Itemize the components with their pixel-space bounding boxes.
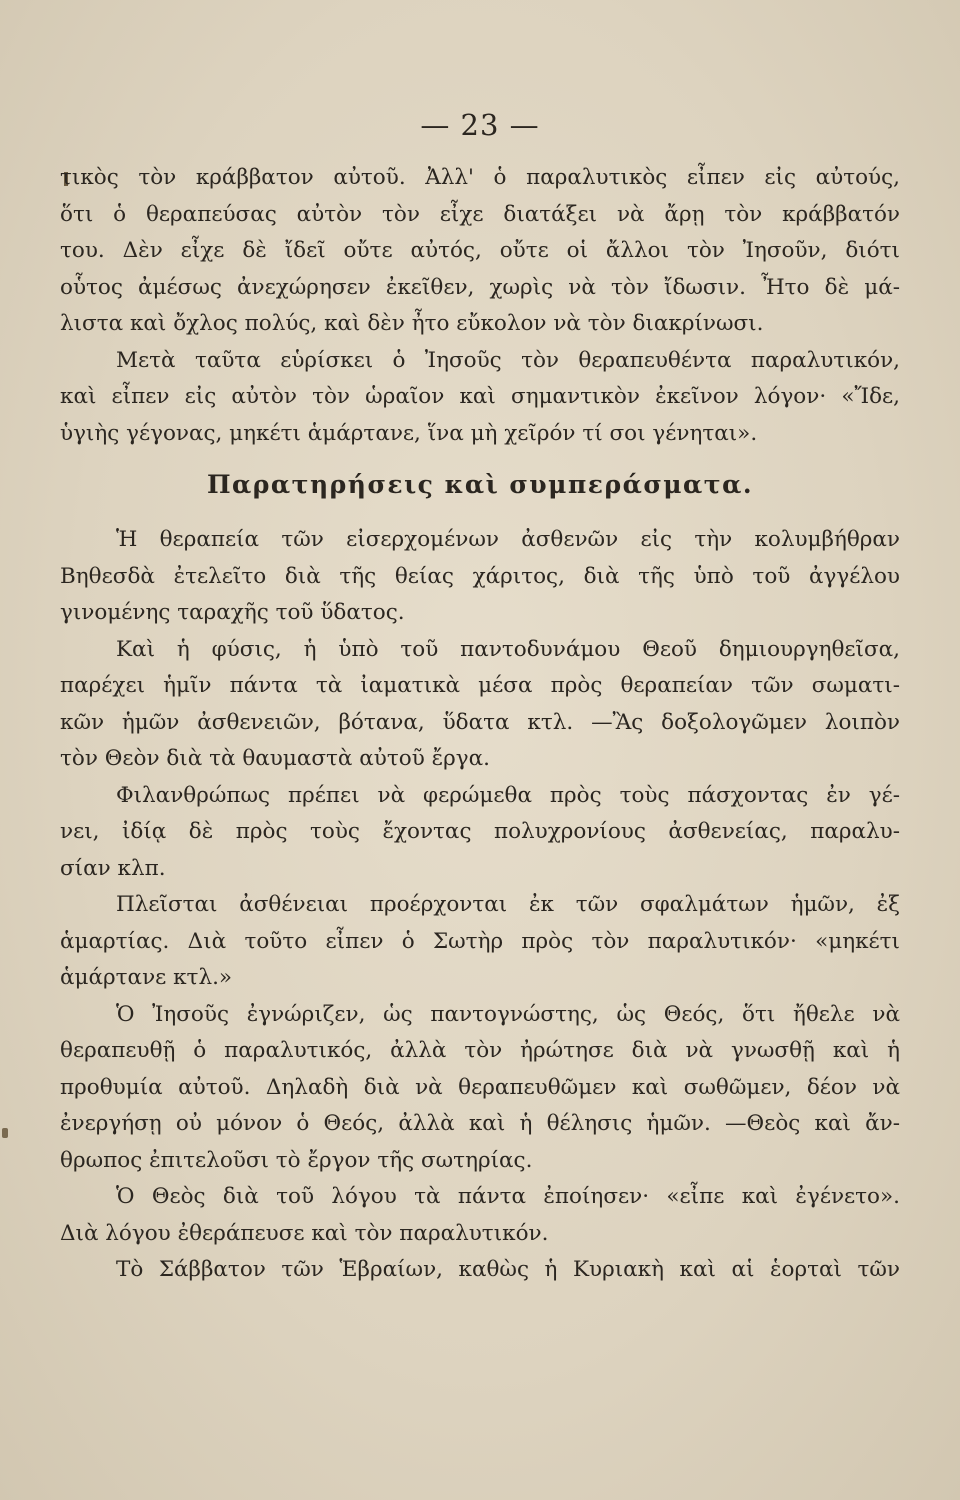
text-line: Ὁ Ἰησοῦς ἐγνώριζεν, ὡς παντογνώστης, ὡς Θεός, ὅτι ἤθελε νὰ (116, 1001, 900, 1027)
text-line: ὑγιὴς γέγονας, μηκέτι ἁμάρτανε, ἵνα μὴ χεῖρόν τί σοι γένηται». (60, 420, 758, 446)
text-line: ὅτι ὁ θεραπεύσας αὐτὸν τὸν εἶχε διατάξει νὰ ἄρῃ τὸν κράββατόν (60, 201, 900, 227)
paper-speck (2, 1128, 8, 1138)
text-line: Βηθεσδὰ ἐτελεῖτο διὰ τῆς θείας χάριτος, διὰ τῆς ὑπὸ τοῦ ἀγγέλου (60, 563, 900, 589)
section-heading: Παρατηρήσεις καὶ συμπεράσματα. (206, 470, 754, 499)
text-line: Μετὰ ταῦτα εὑρίσκει ὁ Ἰησοῦς τὸν θεραπευθέντα παραλυτικόν, (116, 347, 900, 373)
body-text (60, 160, 900, 1289)
text-line: Καὶ ἡ φύσις, ἡ ὑπὸ τοῦ παντοδυνάμου Θεοῦ δημιουργηθεῖσα, (116, 636, 900, 662)
text-line: κῶν ἡμῶν ἀσθενειῶν, βότανα, ὕδατα κτλ. —Ἂς δοξολογῶμεν λοιπὸν (60, 709, 900, 735)
text-line: Ὁ Θεὸς διὰ τοῦ λόγου τὰ πάντα ἐποίησεν· «εἶπε καὶ ἐγένετο». (116, 1184, 900, 1209)
text-line: θρωπος ἐπιτελοῦσι τὸ ἔργον τῆς σωτηρίας. (60, 1147, 533, 1173)
text-line: ἁμάρτανε κτλ.» (60, 965, 233, 990)
text-line: Ἡ θεραπεία τῶν εἰσερχομένων ἀσθενῶν εἰς τὴν κολυμβήθραν (116, 527, 900, 552)
text-line: γινομένης ταραχῆς τοῦ ὕδατος. (60, 600, 405, 625)
text-line: θεραπευθῇ ὁ παραλυτικός, ἀλλὰ τὸν ἠρώτησε διὰ νὰ γνωσθῇ καὶ ἡ (60, 1038, 900, 1063)
text-line: Φιλανθρώπως πρέπει νὰ φερώμεθα πρὸς τοὺς πάσχοντας ἐν γέ- (116, 782, 900, 808)
text-line: ἐνεργήσῃ οὐ μόνον ὁ Θεός, ἀλλὰ καὶ ἡ θέλησις ἡμῶν. —Θεὸς καὶ ἄν- (60, 1111, 900, 1136)
text-line: ἁμαρτίας. Διὰ τοῦτο εἶπεν ὁ Σωτὴρ πρὸς τὸν παραλυτικόν· «μηκέτι (60, 928, 900, 954)
text-line: τὸν Θεὸν διὰ τὰ θαυμαστὰ αὐτοῦ ἔργα. (60, 746, 490, 771)
text-line: Διὰ λόγου ἐθεράπευσε καὶ τὸν παραλυτικόν. (60, 1220, 549, 1246)
text-line: προθυμία αὐτοῦ. Δηλαδὴ διὰ νὰ θεραπευθῶμεν καὶ σωθῶμεν, δέον νὰ (60, 1074, 900, 1100)
text-line: νει, ἰδίᾳ δὲ πρὸς τοὺς ἔχοντας πολυχρονίους ἀσθενείας, παραλυ- (60, 819, 900, 844)
text-line: Τὸ Σάββατον τῶν Ἑβραίων, καθὼς ἡ Κυριακὴ καὶ αἱ ἑορταὶ τῶν (116, 1257, 900, 1282)
text-line: καὶ εἶπεν εἰς αὐτὸν τὸν ὡραῖον καὶ σημαντικὸν ἐκεῖνον λόγον· «Ἴδε, (60, 384, 900, 409)
text-line: τικὸς τὸν κράββατον αὐτοῦ. Ἀλλ' ὁ παραλυτικὸς εἶπεν εἰς αὐτούς, (60, 165, 900, 190)
text-line: σίαν κλπ. (60, 855, 166, 881)
text-line: Πλεῖσται ἀσθένειαι προέρχονται ἐκ τῶν σφαλμάτων ἡμῶν, ἐξ (116, 892, 900, 917)
page-number: — 23 — (420, 108, 540, 142)
text-line: λιστα καὶ ὄχλος πολύς, καὶ δὲν ἦτο εὔκολον νὰ τὸν διακρίνωσι. (60, 311, 764, 336)
text-line: του. Δὲν εἶχε δὲ ἴδεῖ οὔτε αὐτός, οὔτε οἱ ἄλλοι τὸν Ἰησοῦν, διότι (60, 238, 900, 263)
text-line: παρέχει ἡμῖν πάντα τὰ ἰαματικὰ μέσα πρὸς θεραπείαν τῶν σωματι- (60, 673, 900, 698)
text-line: οὗτος ἀμέσως ἀνεχώρησεν ἐκεῖθεν, χωρὶς νὰ τὸν ἴδωσιν. Ἦτο δὲ μά- (60, 274, 900, 300)
